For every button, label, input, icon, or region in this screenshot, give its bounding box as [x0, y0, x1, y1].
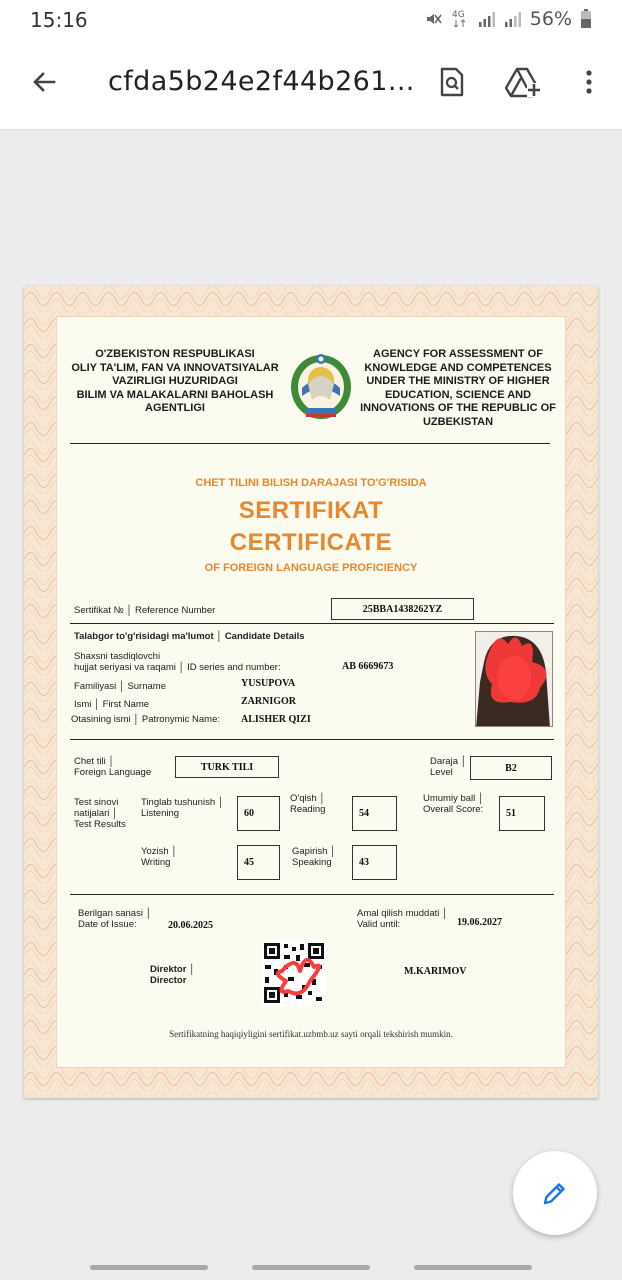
- header-left-line: AGENTLIGI: [145, 402, 205, 414]
- header-right-line: KNOWLEDGE AND COMPETENCES: [364, 361, 552, 374]
- header-left-uz: [60, 348, 290, 416]
- app-bar: [0, 40, 622, 130]
- director-name: M.KARIMOV: [404, 966, 467, 977]
- results-label-1: Test sinovi: [74, 797, 119, 808]
- header-right-line: UZBEKISTAN: [422, 415, 494, 428]
- header-right-line: UNDER THE MINISTRY OF HIGHER: [366, 375, 550, 387]
- subtitle-top: CHET TILINI BILISH DARAJASI TO'G'RISIDA: [195, 477, 427, 489]
- header-right-line: AGENCY FOR ASSESSMENT OF: [373, 348, 543, 360]
- status-bar: [0, 0, 622, 40]
- overall-label-1: Umumiy ball │: [423, 793, 484, 804]
- document-title: cfda5b24e2f44b261...: [108, 66, 415, 97]
- issue-label-2: Date of Issue:: [78, 919, 137, 930]
- results-label-3: Test Results: [74, 819, 126, 830]
- header-left-line: BILIM VA MALAKALARNI BAHOLASH: [76, 388, 274, 401]
- back-button[interactable]: [24, 62, 64, 102]
- mute-icon: [424, 10, 442, 28]
- id-label-1: Shaxsni tasdiqlovchi: [74, 651, 161, 662]
- back-arrow-icon: [30, 68, 58, 96]
- overall-label-2: Overall Score:: [423, 804, 484, 815]
- nav-pill-right: [414, 1265, 532, 1270]
- reference-divider: [70, 623, 554, 624]
- more-vert-icon: [585, 69, 593, 95]
- patronymic-label: Otasining ismi │ Patronymic Name:: [71, 714, 221, 725]
- header-right-line: INNOVATIONS OF THE REPUBLIC OF: [360, 402, 556, 414]
- title-uz: SERTIFIKAT: [238, 497, 384, 524]
- language-label-2: Foreign Language: [74, 767, 152, 778]
- find-in-document-button[interactable]: [432, 60, 472, 104]
- reading-score: 54: [352, 796, 397, 831]
- first-name-value: ZARNIGOR: [241, 696, 297, 707]
- reading-label-2: Reading: [290, 804, 326, 815]
- nav-pill-center[interactable]: [252, 1265, 370, 1270]
- surname-value: YUSUPOVA: [241, 678, 296, 689]
- network-4g-icon: [450, 8, 470, 30]
- header-right-en: [358, 348, 558, 429]
- edit-fab-button[interactable]: [513, 1151, 597, 1235]
- title-en: CERTIFICATE: [229, 529, 393, 556]
- nav-pill-left: [90, 1265, 208, 1270]
- reference-number: 25BBA1438262YZ: [331, 598, 474, 620]
- level-label-1: Daraja │: [430, 756, 467, 767]
- verification-note: Sertifikatning haqiqiyligini sertifikat.uzbmb.uz sayti orqali tekshirish mumkin.: [169, 1029, 453, 1039]
- add-to-drive-button[interactable]: [502, 60, 546, 104]
- signal-icon-2: [504, 10, 522, 28]
- state-emblem-icon: [286, 350, 356, 422]
- reference-label: Sertifikat № │ Reference Number: [74, 605, 216, 616]
- signal-icon-1: [478, 10, 496, 28]
- header-left-line: VAZIRLIGI HUZURIDAGI: [112, 375, 238, 387]
- network-label: 4G: [451, 10, 465, 20]
- director-label-1: Direktor │: [150, 964, 196, 975]
- level-label-2: Level: [430, 767, 453, 778]
- listening-label-1: Tinglab tushunish │: [141, 797, 224, 808]
- status-time: 15:16: [30, 8, 88, 32]
- results-label-2: natijalari │: [74, 808, 118, 819]
- writing-score: 45: [237, 845, 280, 880]
- first-name-label: Ismi │ First Name: [74, 699, 150, 710]
- issue-date: 20.06.2025: [168, 920, 213, 931]
- speaking-score: 43: [352, 845, 397, 880]
- header-left-line: O'ZBEKISTON RESPUBLIKASI: [95, 348, 255, 360]
- pencil-icon: [541, 1179, 569, 1207]
- candidate-photo-redacted: [476, 632, 553, 727]
- valid-date: 19.06.2027: [457, 917, 502, 928]
- valid-label-1: Amal qilish muddati │: [357, 908, 448, 919]
- id-label-2: hujjat seriyasi va raqami │ ID series and number:: [74, 662, 281, 673]
- search-document-icon: [438, 66, 466, 98]
- candidate-divider: [70, 739, 554, 740]
- valid-label-2: Valid until:: [357, 919, 401, 930]
- overall-score: 51: [499, 796, 545, 831]
- surname-label: Familiyasi │ Surname: [74, 681, 166, 692]
- speaking-label-1: Gapirish │: [292, 846, 336, 857]
- subtitle-bottom: OF FOREIGN LANGUAGE PROFICIENCY: [204, 562, 418, 574]
- level-value: B2: [470, 756, 552, 780]
- patronymic-value: ALISHER QIZI: [241, 714, 311, 725]
- results-divider: [70, 894, 554, 895]
- director-label-2: Director: [150, 975, 187, 986]
- qr-code-icon: [262, 941, 326, 1005]
- reading-label-1: O'qish │: [290, 793, 326, 804]
- battery-percent: 56%: [529, 8, 572, 30]
- battery-icon: [580, 9, 592, 29]
- drive-add-icon: [505, 65, 543, 99]
- id-value: AB 6669673: [342, 661, 394, 672]
- header-right-line: EDUCATION, SCIENCE AND: [384, 388, 532, 401]
- status-icons: [424, 8, 592, 30]
- candidate-photo: [475, 631, 553, 727]
- more-options-button[interactable]: [576, 60, 602, 104]
- speaking-label-2: Speaking: [292, 857, 332, 868]
- writing-label-1: Yozish │: [141, 846, 178, 857]
- listening-score: 60: [237, 796, 280, 831]
- candidate-section-title: Talabgor to'g'risidagi ma'lumot │ Candidate Details: [74, 631, 305, 642]
- issue-label-1: Berilgan sanasi │: [78, 908, 152, 919]
- language-label-1: Chet tili │: [74, 756, 115, 767]
- header-left-line: OLIY TA'LIM, FAN VA INNOVATSIYALAR: [71, 361, 279, 374]
- language-value: TURK TILI: [175, 756, 279, 778]
- header-divider: [70, 443, 550, 444]
- writing-label-2: Writing: [141, 857, 171, 868]
- listening-label-2: Listening: [141, 808, 180, 819]
